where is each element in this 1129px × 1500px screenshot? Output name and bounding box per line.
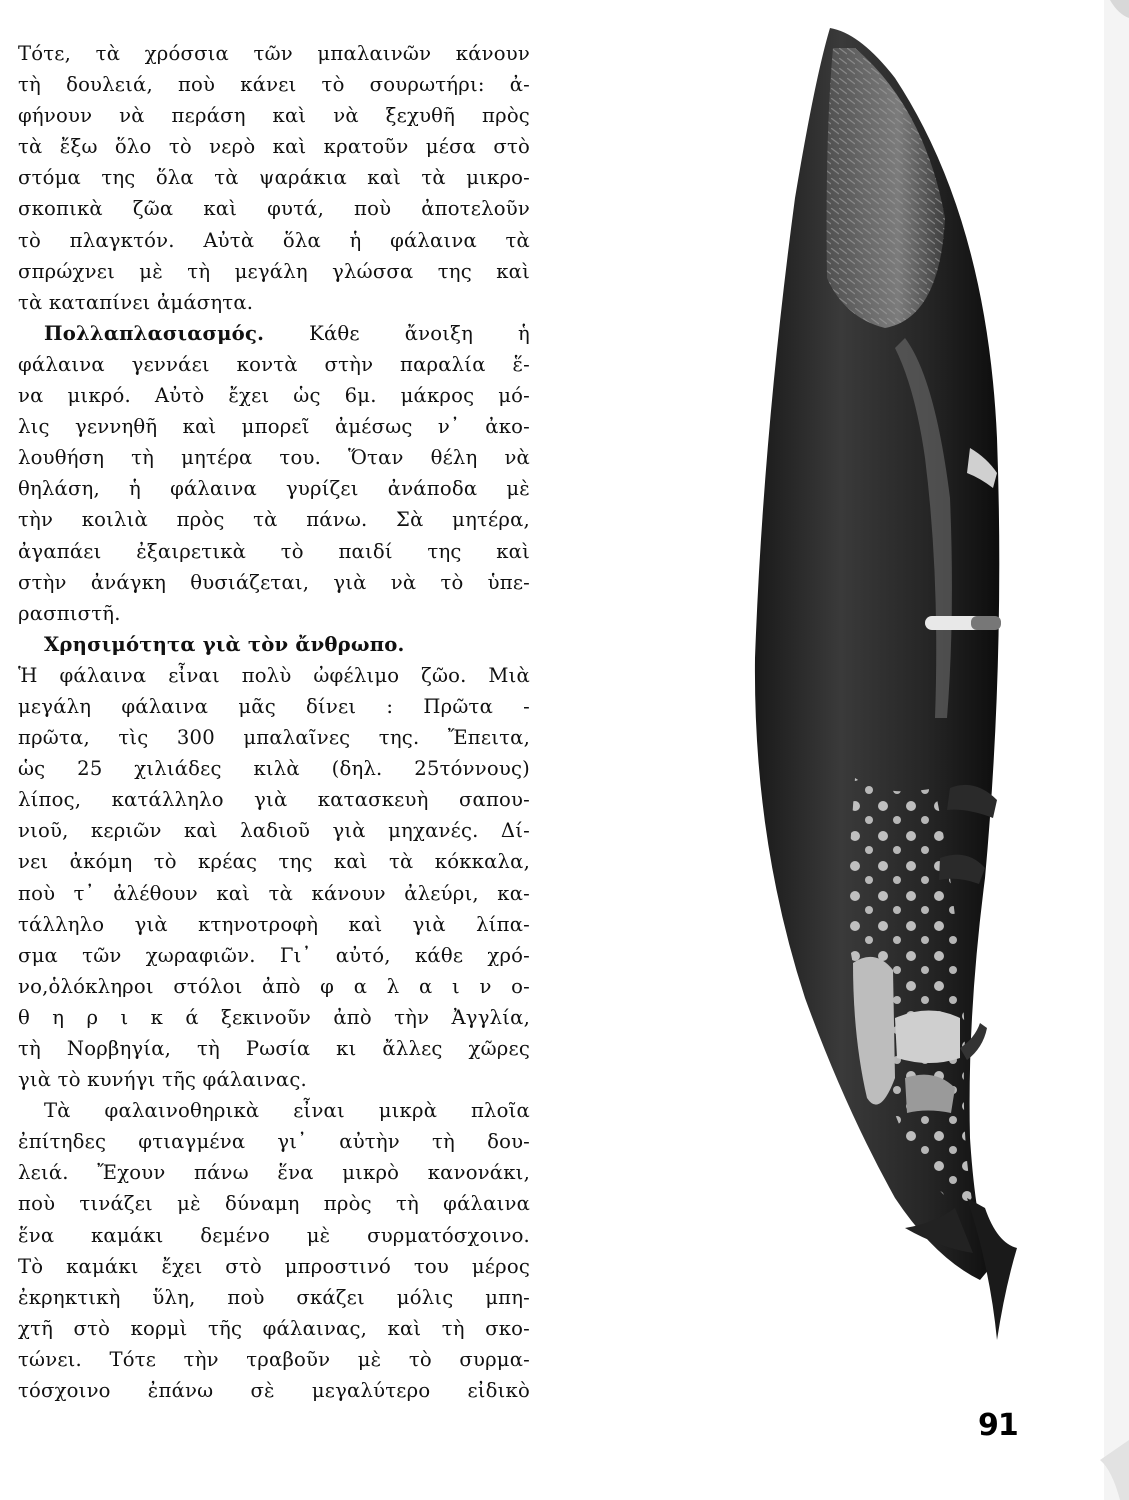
text-line: τώνει. Τότε τὴν τραβοῦν μὲ τὸ συρμα- [18,1347,530,1371]
text-line: ποὺ τ᾽ ἀλέθουν καὶ τὰ κάνουν ἀλεύρι, κα- [18,881,530,905]
text-line: λίπος, κατάλληλο γιὰ κατασκευὴ σαπου- [18,788,530,812]
paragraph-reproduction-start: Κάθε ἄνοιξη ἡ [264,321,530,345]
paragraph-feeding [18,38,530,318]
text-line: ἀγαπάει ἐξαιρετικὰ τὸ παιδί της καὶ [18,539,530,563]
text-line: σπρώχνει μὲ τὴ μεγάλη γλώσσα της καὶ [18,259,530,283]
text-line: ρασπιστῆ. [18,601,121,625]
text-line: γιὰ τὸ κυνήγι τῆς φάλαινας. [18,1068,307,1092]
text-line: στὴν ἀνάγκη θυσιάζεται, γιὰ νὰ τὸ ὑπε- [18,570,530,594]
text-line: τὰ καταπίνει ἀμάσητα. [18,290,254,314]
whale-illustration [735,18,1055,1348]
text-line: λις γεννηθῆ καὶ μπορεῖ ἀμέσως ν᾽ ἀκο- [18,415,530,439]
text-line: θηλάση, ἡ φάλαινα γυρίζει ἀνάποδα μὲ [18,477,530,501]
text-line: τὸ πλαγκτόν. Αὐτὰ ὅλα ἡ φάλαινα τὰ [18,228,530,252]
text-line: ποὺ τινάζει μὲ δύναμη πρὸς τὴ φάλαινα [18,1192,530,1216]
text-column [18,38,530,1406]
text-line: τὰ ἔξω ὅλο τὸ νερὸ καὶ κρατοῦν μέσα στὸ [18,135,530,159]
text-line: φήνουν νὰ περάση καὶ νὰ ξεχυθῆ πρὸς [18,104,530,128]
text-line: τὴ Νορβηγία, τὴ Ρωσία κι ἄλλες χῶρες [18,1037,530,1060]
text-line: νιοῦ, κεριῶν καὶ λαδιοῦ γιὰ μηχανές. Δί- [18,819,530,843]
text-line: θ η ρ ι κ ά ξεκινοῦν ἀπὸ τὴν Ἀγγλία, [18,1005,530,1029]
text-line: σμα τῶν χωραφιῶν. Γι᾽ αὐτό, κάθε χρό- [18,943,530,967]
text-line: να μικρό. Αὐτὸ ἔχει ὡς 6μ. μάκρος μό- [18,384,530,408]
text-line: φάλαινα γεννάει κοντὰ στὴν παραλία ἕ- [18,352,530,376]
text-line: ἐκρηκτικὴ ὕλη, ποὺ σκάζει μόλις μπη- [18,1285,530,1309]
text-line: μεγάλη φάλαινα μᾶς δίνει : Πρῶτα - [18,694,530,718]
heading-usefulness: Χρησιμότητα γιὰ τὸν ἄνθρωπο. [44,632,405,656]
paragraph-reproduction [18,349,530,629]
text-line: ἕνα καμάκι δεμένο μὲ συρματόσχοινο. [18,1223,530,1247]
text-line: λειά. Ἔχουν πάνω ἕνα μικρὸ κανονάκι, [18,1161,530,1185]
text-line: ὡς 25 χιλιάδες κιλὰ (δηλ. 25τόννους) [18,757,530,781]
text-line: τὴν κοιλιὰ πρὸς τὰ πάνω. Σὰ μητέρα, [18,508,530,532]
text-line: σκοπικὰ ζῶα καὶ φυτά, ποὺ ἀποτελοῦν [18,197,530,221]
page-number: 91 [978,1408,1018,1443]
text-line: χτῆ στὸ κορμὶ τῆς φάλαινας, καὶ τὴ σκο- [18,1316,530,1340]
text-line: Τὰ φαλαινοθηρικὰ εἶναι μικρὰ πλοῖα [44,1099,530,1123]
heading-line-reproduction [18,318,530,349]
text-line: τόσχοινο ἐπάνω σὲ μεγαλύτερο εἰδικὸ [18,1379,530,1403]
text-line: Ἡ φάλαινα εἶναι πολὺ ὠφέλιμο ζῶο. Μιὰ [18,663,530,687]
text-line: τὴ δουλειά, ποὺ κάνει τὸ σουρωτήρι: ἀ- [18,73,530,97]
text-line: ἐπίτηδες φτιαγμένα γι᾽ αὐτὴν τὴ δου- [18,1130,530,1154]
text-line: λουθήση τὴ μητέρα του. Ὅταν θέλη νὰ [18,446,530,470]
paragraph-whaling-ships [18,1095,530,1406]
text-line: στόμα της ὅλα τὰ ψαράκια καὶ τὰ μικρο- [18,166,530,190]
text-line: τάλληλο γιὰ κτηνοτροφὴ καὶ γιὰ λίπα- [18,912,530,936]
text-line: Τὸ καμάκι ἔχει στὸ μπροστινό του μέρος [18,1254,530,1278]
heading-line-usefulness [18,629,530,660]
text-line: Τότε, τὰ χρόσσια τῶν μπαλαινῶν κάνουν [18,42,530,65]
paragraph-usefulness [18,660,530,1095]
text-line: πρῶτα, τὶς 300 μπαλαῖνες της. Ἔπειτα, [18,726,530,750]
text-line: νει ἀκόμη τὸ κρέας της καὶ τὰ κόκκαλα, [18,850,530,874]
heading-reproduction: Πολλαπλασιασμός. [44,321,265,345]
text-line: νο,ὁλόκληροι στόλοι ἀπὸ φ α λ α ι ν ο- [18,974,530,998]
